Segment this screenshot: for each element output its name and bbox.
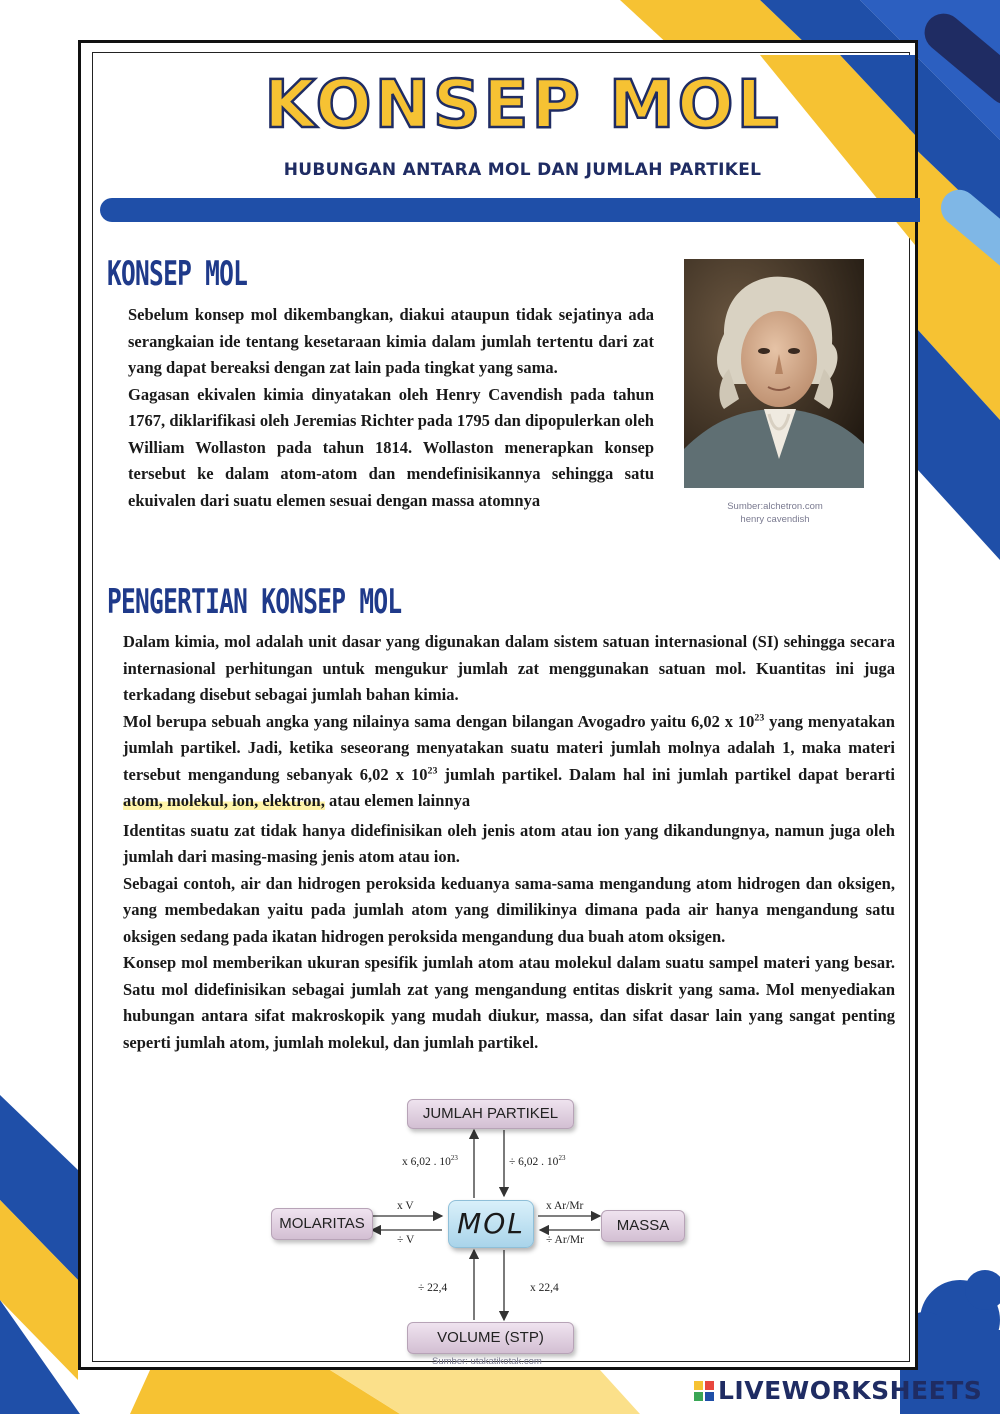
section2-text [123, 629, 895, 1056]
label-top-right [509, 1156, 565, 1168]
label-left-bottom: ÷ V [397, 1234, 415, 1246]
label-bottom-left: ÷ 22,4 [418, 1282, 448, 1294]
diagram-box-massa: MASSA [601, 1210, 685, 1242]
p2-part-a: Mol berupa sebuah angka yang nilainya sama dengan bilangan Avogadro yaitu 6,02 x 10 [123, 711, 755, 731]
page-title: KONSEP MOL [264, 66, 782, 143]
label-right-bottom: ÷ Ar/Mr [546, 1234, 584, 1246]
header-divider-bar [100, 198, 920, 222]
label-top-left-text: x 6,02 . 10 [402, 1156, 451, 1168]
page-subtitle: HUBUNGAN ANTARA MOL DAN JUMLAH PARTIKEL [283, 160, 762, 180]
p2-part-d: atau elemen lainnya [324, 791, 471, 810]
label-top-right-text: ÷ 6,02 . 10 [509, 1156, 559, 1168]
section1-paragraph-2: Gagasan ekivalen kimia dinyatakan oleh Henry Cavendish pada tahun 1767, diklarifikasi oleh Jeremias Richter pada 1795 dan dipopulerkan oleh William Wollaston pada tahun 1814. Wollaston menerapkan konsep tersebut ke dalam atom-atom dan mendefinisikannya sehingga satu ekuivalen dari suatu elemen sesuai dengan massa atomnya [128, 384, 654, 510]
label-left-top: x V [397, 1200, 414, 1212]
portrait-caption-source: Sumber:alchetron.com [727, 501, 823, 512]
label-top-right-exp: 23 [558, 1154, 566, 1163]
diagram-box-molaritas: MOLARITAS [271, 1208, 373, 1240]
exponent-23: 23 [754, 712, 765, 723]
liveworksheets-brand[interactable] [694, 1376, 982, 1405]
section2-paragraph-1: Dalam kimia, mol adalah unit dasar yang digunakan dalam sistem satuan internasional (SI) sehingga secara internasional perhitungan untuk mengukur jumlah zat menggunakan satuan mol. Kuantitas ini juga terkadang disebut sebagai jumlah bahan kimia. [123, 632, 895, 704]
section2-paragraph-2 [123, 709, 895, 815]
henry-cavendish-portrait [684, 259, 864, 488]
diagram-box-mol: MOL [448, 1200, 534, 1248]
section2-paragraph-3: Identitas suatu zat tidak hanya didefinisikan oleh jenis atom atau ion yang dikandungnya, namun juga oleh jumlah dari masing-masing jenis atom atau ion. [123, 820, 895, 866]
liveworksheets-logo-icon [694, 1381, 714, 1401]
diagram-box-jumlah-partikel: JUMLAH PARTIKEL [407, 1099, 574, 1129]
section-heading-pengertian-konsep-mol: PENGERTIAN KONSEP MOL [107, 582, 402, 622]
section-heading-konsep-mol: KONSEP MOL [107, 254, 248, 294]
exponent-23: 23 [427, 765, 438, 776]
section1-paragraph-1: Sebelum konsep mol dikembangkan, diakui ataupun tidak sejatinya ada serangkaian ide tentang kesetaraan kimia dalam jumlah tertentu dari zat yang dapat bereaksi dengan zat lain pada tingkat yang sama. [128, 305, 654, 377]
section2-paragraph-5: Konsep mol memberikan ukuran spesifik jumlah atom atau molekul dalam suatu sampel materi yang besar. Satu mol didefinisikan sebagai jumlah zat yang mengandung entitas diskrit yang sama. Mol menyediakan hubungan antara sifat makroskopik yang mudah diukur, massa, dan sifat dasar lain yang sangat penting seperti jumlah atom, jumlah molekul, dan jumlah partikel. [123, 953, 895, 1052]
portrait-caption [690, 500, 860, 526]
label-top-left [402, 1156, 458, 1168]
diagram-box-volume-stp: VOLUME (STP) [407, 1322, 574, 1354]
label-top-left-exp: 23 [450, 1154, 458, 1163]
label-right-top: x Ar/Mr [546, 1200, 584, 1212]
portrait-illustration [684, 259, 864, 488]
portrait-caption-name: henry cavendish [740, 514, 810, 525]
section1-text [128, 302, 654, 514]
label-bottom-right: x 22,4 [530, 1282, 559, 1294]
p2-highlight: atom, molekul, ion, elektron, [123, 791, 325, 810]
section2-paragraph-4: Sebagai contoh, air dan hidrogen peroksida keduanya sama-sama mengandung atom hidrogen dan oksigen, yang membedakan yaitu pada jumlah atom yang dimilikinya dimana pada air hanya mengandung satu oksigen sedang pada ikatan hidrogen peroksida mengandung dua buah atom oksigen. [123, 873, 895, 946]
diagram-source: Sumber: utakatikotak.com [432, 1356, 542, 1367]
p2-part-b: yang menyatakan jumlah partikel. Jadi, ketika seseorang menyatakan suatu materi jumlah molnya adalah 1, maka materi tersebut mengandung sebanyak 6,02 x 10 [123, 711, 895, 784]
p2-part-c: jumlah partikel. Dalam hal ini jumlah partikel dapat berarti [437, 764, 895, 784]
liveworksheets-brand-text: LIVEWORKSHEETS [718, 1376, 983, 1405]
